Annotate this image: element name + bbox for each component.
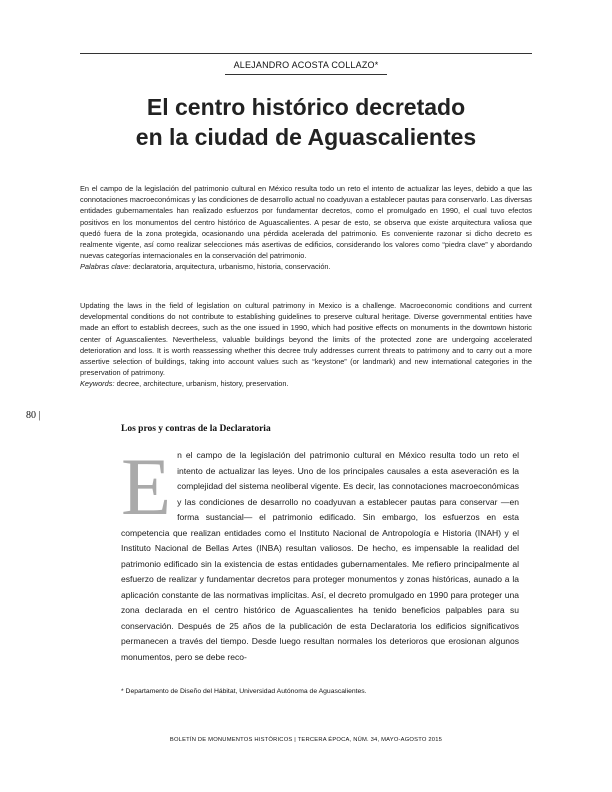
section-title: Los pros y contras de la Declaratoria [121, 424, 271, 434]
keywords-label: Palabras clave: [80, 262, 131, 272]
body-text [121, 441, 519, 665]
body-paragraph: n el campo de la legislación del patrimonio cultural en México resulta todo un reto el intento de actualizar las leyes. Uno de los principales causales a esta aseveración es la complejidad del sistema neoliberal vigente. Es decir, las connotaciones macroeconómicas y las condiciones de desarrollo no coadyuvan a establecer pautas para conservar —en forma sustancial— el patrimonio edificado. Sin embargo, los esfuerzos en esta competencia que realizan entidades como el Instituto Nacional de Antropología e Historia (INAH) y el Instituto Nacional de Bellas Artes (INBA) resultan valiosos. De hecho, es impensable la realidad del patrimonio edificado sin la existencia de estas entidades gubernamentales. Me refiero principalmente al esfuerzo de realizar y fundamentar decretos para proteger monumentos y zonas históricas, aunado a la aplicación constante de las normativas implícitas. Así, el decreto promulgado en 1990 para proteger una zona declarada en el centro histórico de Aguascalientes ha tenido beneficios palpables para su conservación. Después de 25 años de la publicación de esta Declaratoria los edificios significativos permanecen a través del tiempo. Desde luego resultan normales los deterioros que erosionan algunos monumentos, pero se debe reco- [121, 450, 519, 662]
keywords-values: declaratoria, arquitectura, urbanismo, historia, conservación. [130, 262, 331, 272]
keywords-english [80, 378, 532, 389]
page-number: 80 | [26, 410, 41, 421]
journal-footer: BOLETÍN DE MONUMENTOS HISTÓRICOS | TERCERA ÉPOCA, NÚM. 34, MAYO-AGOSTO 2015 [169, 737, 443, 743]
footnote: * Departamento de Diseño del Hábitat, Universidad Autónoma de Aguascalientes. [121, 688, 367, 695]
keywords-label: Keywords: [80, 379, 115, 389]
drop-cap: E [121, 441, 172, 532]
abstract-spanish [80, 183, 532, 273]
header-rule-top [80, 53, 532, 54]
title-line-1: El centro histórico decretado [146, 94, 466, 120]
keywords-values: decree, architecture, urbanism, history, preservation. [114, 379, 289, 389]
abstract-english [80, 300, 532, 390]
page-title [0, 92, 612, 152]
abstract-spanish-text: En el campo de la legislación del patrimonio cultural en México resulta todo un reto el intento de actualizar las leyes, debido a que las connotaciones macroeconómicas y las condiciones de desarrollo actual no coadyuvan a establecer pautas para conservarlo. Las diversas entidades gubernamentales han realizado esfuerzos por fundamentar decretos, como el promulgado en 1990, el cual tuvo efectos positivos en los monumentos del centro histórico de Aguascalientes. A pesar de esto, se observa que existe arquitectura valiosa que quedó fuera de la zona protegida, ocasionando una pérdida acelerada del patrimonio. Es conveniente razonar si dicho decreto es realmente vigente, así como realizar selecciones más asertivas de edificios, considerando los valores como “piedra clave” y abordando nuevas categorías internacionales en la conservación del patrimonio. [80, 184, 532, 261]
header-rule-bottom [225, 74, 387, 75]
author-name: ALEJANDRO ACOSTA COLLAZO* [233, 60, 379, 70]
keywords-spanish [80, 261, 532, 272]
abstract-english-text: Updating the laws in the field of legislation on cultural patrimony in Mexico is a challenge. Macroeconomic conditions and current developmental conditions do not contribute to establishing guidelines to preserve cultural heritage. Diverse governmental entities have made an effort to establish decrees, such as the one issued in 1990, which had positive effects on monuments in the downtown historic center of Aguascalientes. Nevertheless, valuable buildings beyond the limits of the protected zone are undergoing accelerated deterioration and loss. It is worth reassessing whether this decree truly addresses current threats to patrimony and to carry out a more assertive selection of buildings, taking into account values such as “keystone” (or landmark) and new international categories in the preservation of patrimony. [80, 301, 532, 378]
title-line-2: en la ciudad de Aguascalientes [135, 124, 477, 150]
